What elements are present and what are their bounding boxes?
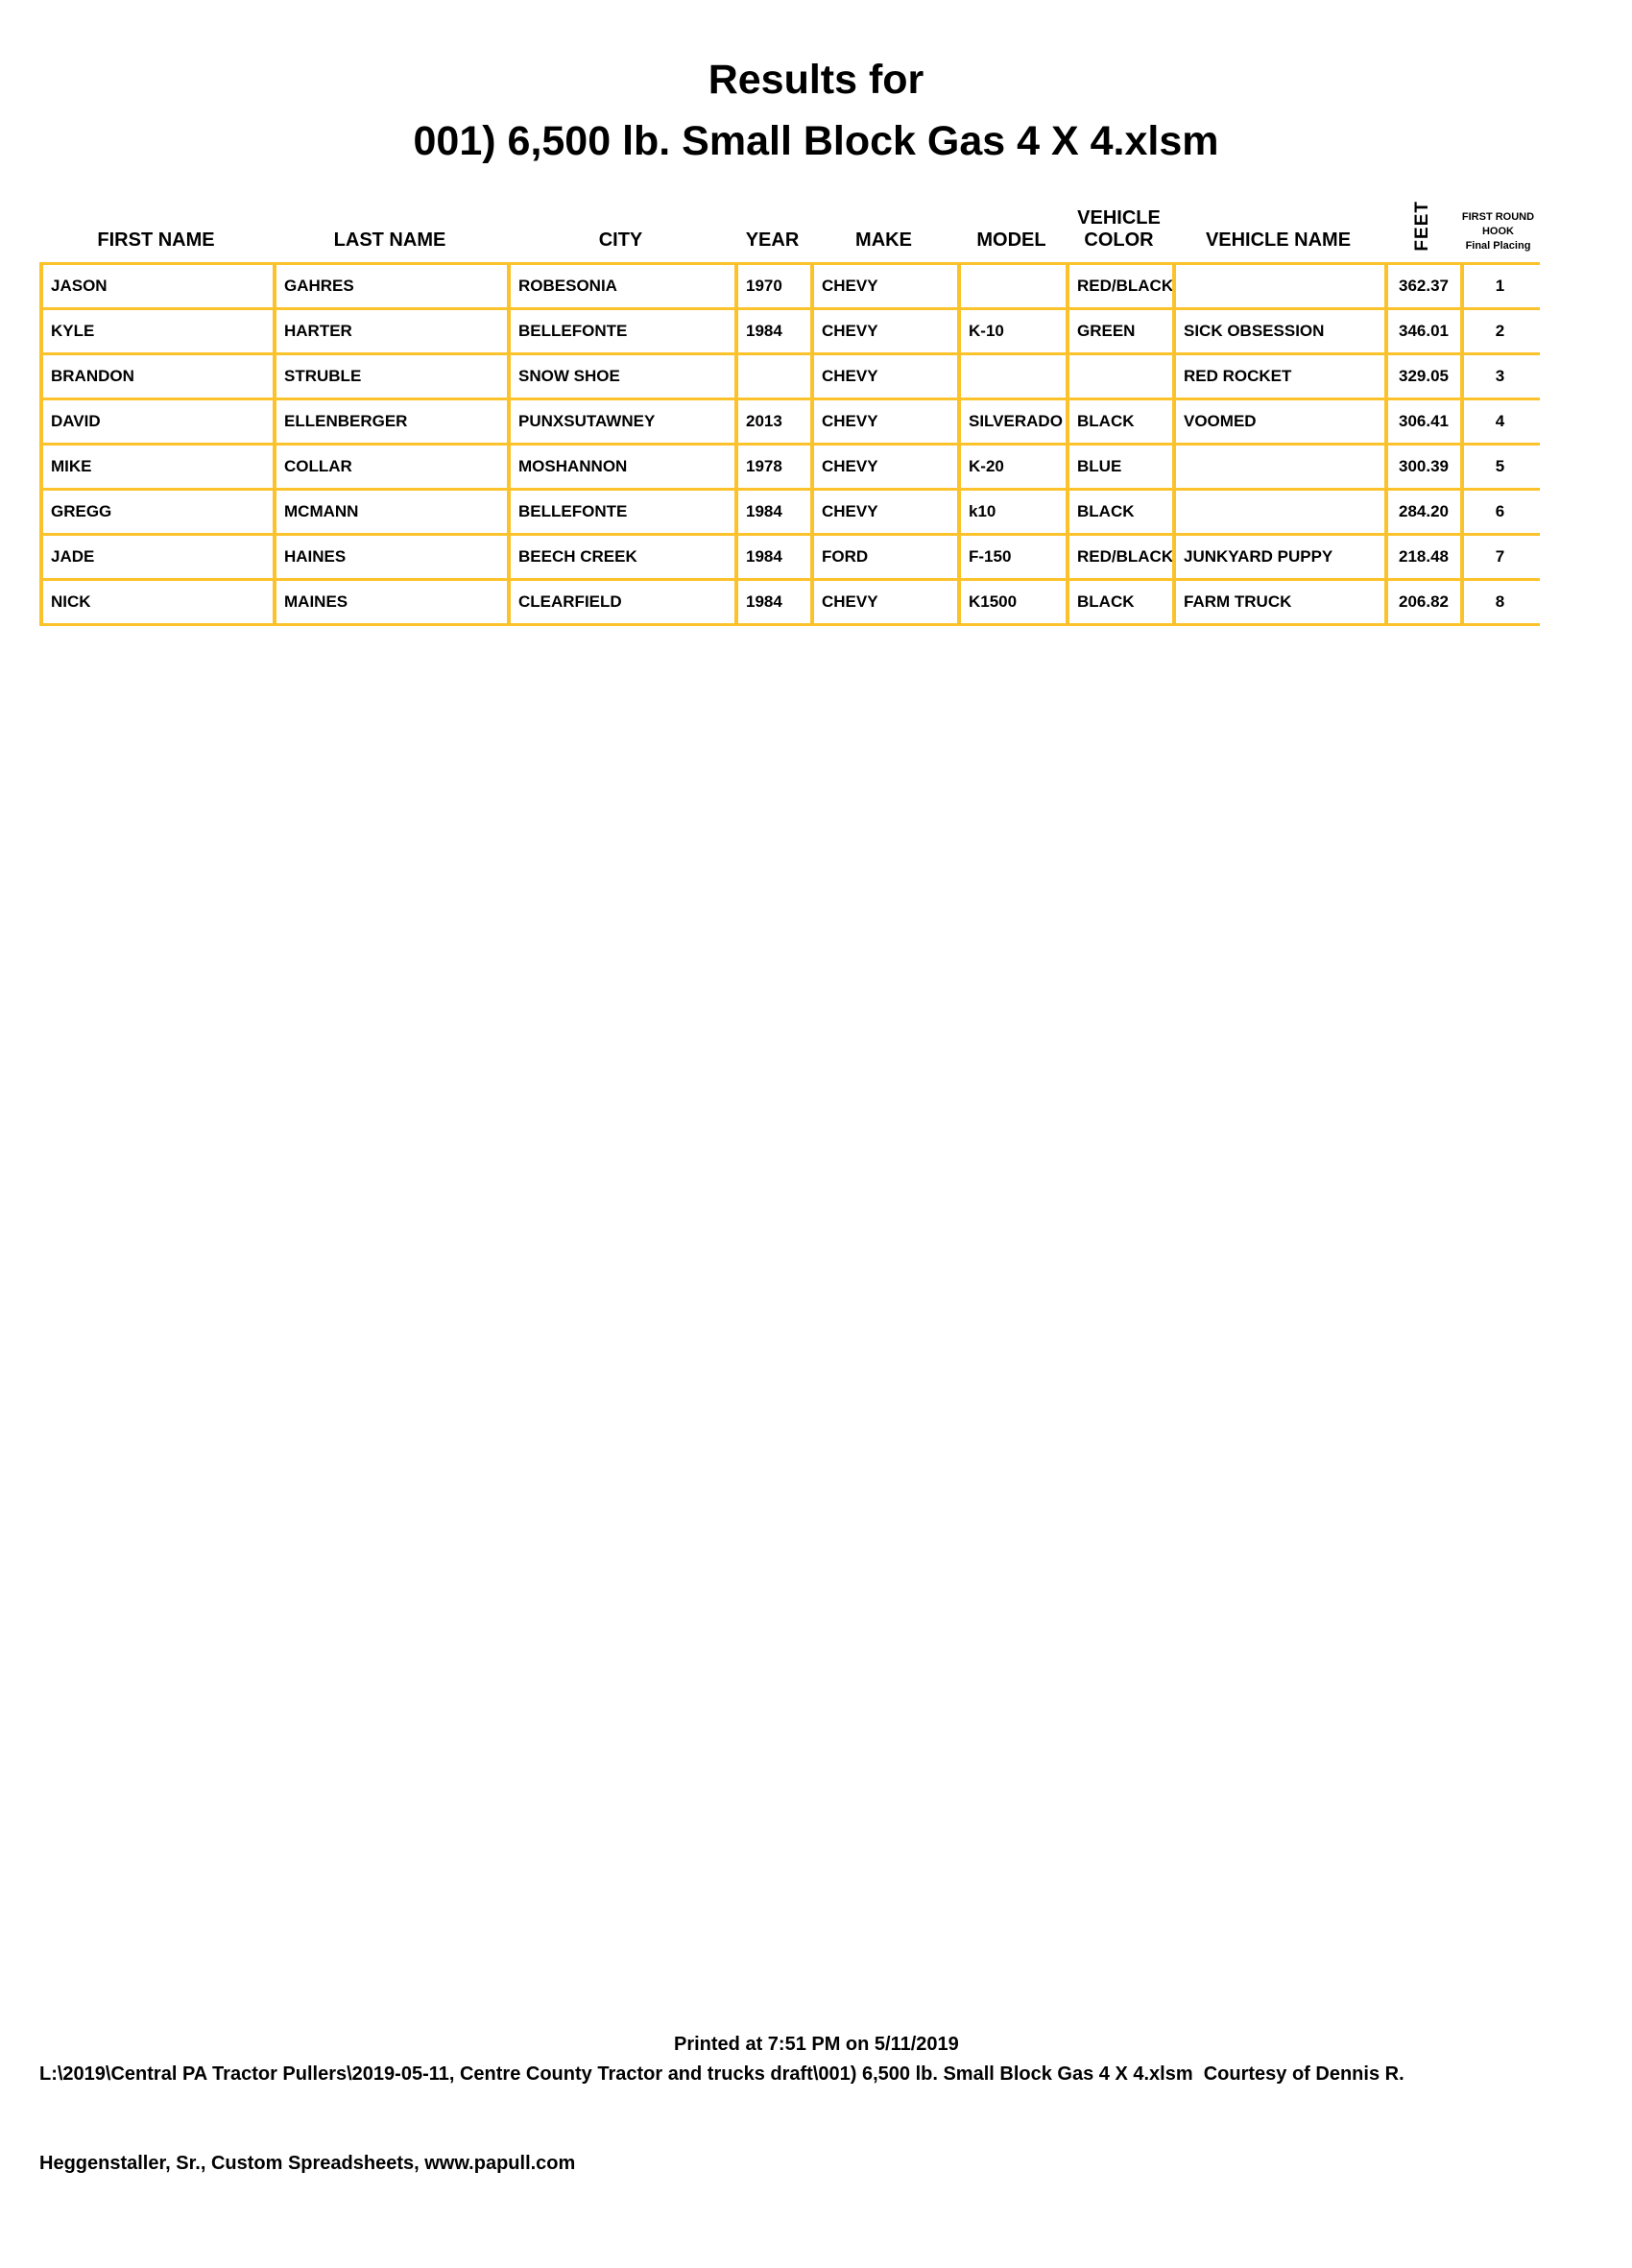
cell-year: 1970 bbox=[734, 265, 810, 307]
cell-last-name: GAHRES bbox=[273, 265, 507, 307]
table-row bbox=[39, 533, 1540, 578]
cell-feet: 300.39 bbox=[1384, 446, 1460, 488]
cell-first-name: BRANDON bbox=[39, 355, 273, 398]
cell-placing: 1 bbox=[1460, 265, 1536, 307]
footer-file-path: L:\2019\Central PA Tractor Pullers\2019-05-11, Centre County Tractor and trucks draft\001) 6,500 lb. Small Block Gas 4 X 4.xlsm Courtesy of Dennis R. bbox=[39, 2063, 1404, 2085]
cell-make: CHEVY bbox=[810, 491, 957, 533]
cell-vehicle-color: BLACK bbox=[1066, 491, 1172, 533]
cell-last-name: HARTER bbox=[273, 310, 507, 352]
cell-first-name: GREGG bbox=[39, 491, 273, 533]
cell-vehicle-color: RED/BLACK bbox=[1066, 265, 1172, 307]
cell-model bbox=[957, 265, 1066, 307]
column-header-year: YEAR bbox=[745, 229, 800, 251]
cell-model: k10 bbox=[957, 491, 1066, 533]
cell-year: 1978 bbox=[734, 446, 810, 488]
page-footer bbox=[39, 2000, 1404, 2268]
cell-first-name: DAVID bbox=[39, 400, 273, 443]
cell-year: 1984 bbox=[734, 491, 810, 533]
cell-feet: 284.20 bbox=[1384, 491, 1460, 533]
cell-placing: 6 bbox=[1460, 491, 1536, 533]
cell-placing: 7 bbox=[1460, 536, 1536, 578]
table-row bbox=[39, 352, 1540, 398]
column-header-vehicle-color: VEHICLE COLOR bbox=[1077, 207, 1161, 251]
cell-last-name: ELLENBERGER bbox=[273, 400, 507, 443]
cell-year bbox=[734, 355, 810, 398]
cell-placing: 5 bbox=[1460, 446, 1536, 488]
column-header-first-name: FIRST NAME bbox=[97, 229, 215, 251]
cell-feet: 362.37 bbox=[1384, 265, 1460, 307]
cell-model: K-10 bbox=[957, 310, 1066, 352]
cell-vehicle-name bbox=[1172, 265, 1384, 307]
table-row bbox=[39, 443, 1540, 488]
cell-model: SILVERADO bbox=[957, 400, 1066, 443]
cell-vehicle-name bbox=[1172, 491, 1384, 533]
cell-make: CHEVY bbox=[810, 265, 957, 307]
cell-placing: 8 bbox=[1460, 581, 1536, 623]
column-header-city: CITY bbox=[598, 229, 643, 251]
cell-last-name: COLLAR bbox=[273, 446, 507, 488]
cell-feet: 206.82 bbox=[1384, 581, 1460, 623]
cell-first-name: MIKE bbox=[39, 446, 273, 488]
footer-printed-timestamp: Printed at 7:51 PM on 5/11/2019 bbox=[674, 2034, 959, 2055]
cell-make: CHEVY bbox=[810, 446, 957, 488]
cell-make: FORD bbox=[810, 536, 957, 578]
footer-credit-line: Heggenstaller, Sr., Custom Spreadsheets, www.papull.com bbox=[39, 2153, 576, 2174]
table-row bbox=[39, 398, 1540, 443]
cell-vehicle-color: BLACK bbox=[1066, 400, 1172, 443]
cell-vehicle-name: FARM TRUCK bbox=[1172, 581, 1384, 623]
column-header-last-name: LAST NAME bbox=[333, 229, 446, 251]
column-header-make: MAKE bbox=[855, 229, 912, 251]
cell-vehicle-color: GREEN bbox=[1066, 310, 1172, 352]
cell-feet: 329.05 bbox=[1384, 355, 1460, 398]
cell-vehicle-name: RED ROCKET bbox=[1172, 355, 1384, 398]
cell-vehicle-name: JUNKYARD PUPPY bbox=[1172, 536, 1384, 578]
page-title: Results for bbox=[708, 57, 924, 103]
cell-feet: 218.48 bbox=[1384, 536, 1460, 578]
table-row bbox=[39, 307, 1540, 352]
cell-make: CHEVY bbox=[810, 355, 957, 398]
cell-first-name: JADE bbox=[39, 536, 273, 578]
cell-city: BELLEFONTE bbox=[507, 491, 734, 533]
cell-first-name: JASON bbox=[39, 265, 273, 307]
cell-placing: 3 bbox=[1460, 355, 1536, 398]
cell-placing: 4 bbox=[1460, 400, 1536, 443]
cell-feet: 306.41 bbox=[1384, 400, 1460, 443]
cell-placing: 2 bbox=[1460, 310, 1536, 352]
column-header-feet: FEET bbox=[1412, 201, 1432, 252]
cell-last-name: MAINES bbox=[273, 581, 507, 623]
cell-model bbox=[957, 355, 1066, 398]
cell-first-name: KYLE bbox=[39, 310, 273, 352]
cell-model: F-150 bbox=[957, 536, 1066, 578]
cell-city: CLEARFIELD bbox=[507, 581, 734, 623]
table-header-row bbox=[39, 173, 1536, 259]
cell-city: BEECH CREEK bbox=[507, 536, 734, 578]
cell-city: BELLEFONTE bbox=[507, 310, 734, 352]
cell-city: MOSHANNON bbox=[507, 446, 734, 488]
column-header-model: MODEL bbox=[976, 229, 1046, 251]
cell-last-name: MCMANN bbox=[273, 491, 507, 533]
table-row bbox=[39, 262, 1540, 307]
page-subtitle: 001) 6,500 lb. Small Block Gas 4 X 4.xlsm bbox=[413, 118, 1219, 164]
cell-year: 1984 bbox=[734, 310, 810, 352]
column-header-first-round-hook: FIRST ROUND HOOK Final Placing bbox=[1461, 211, 1535, 252]
cell-vehicle-name: SICK OBSESSION bbox=[1172, 310, 1384, 352]
cell-make: CHEVY bbox=[810, 581, 957, 623]
cell-year: 2013 bbox=[734, 400, 810, 443]
cell-vehicle-color bbox=[1066, 355, 1172, 398]
cell-city: SNOW SHOE bbox=[507, 355, 734, 398]
cell-vehicle-name bbox=[1172, 446, 1384, 488]
cell-city: ROBESONIA bbox=[507, 265, 734, 307]
cell-make: CHEVY bbox=[810, 400, 957, 443]
cell-first-name: NICK bbox=[39, 581, 273, 623]
cell-make: CHEVY bbox=[810, 310, 957, 352]
cell-model: K-20 bbox=[957, 446, 1066, 488]
cell-city: PUNXSUTAWNEY bbox=[507, 400, 734, 443]
cell-year: 1984 bbox=[734, 581, 810, 623]
cell-last-name: HAINES bbox=[273, 536, 507, 578]
cell-vehicle-color: BLUE bbox=[1066, 446, 1172, 488]
column-header-vehicle-name: VEHICLE NAME bbox=[1205, 229, 1352, 251]
cell-vehicle-color: RED/BLACK bbox=[1066, 536, 1172, 578]
cell-year: 1984 bbox=[734, 536, 810, 578]
cell-vehicle-color: BLACK bbox=[1066, 581, 1172, 623]
cell-vehicle-name: VOOMED bbox=[1172, 400, 1384, 443]
cell-model: K1500 bbox=[957, 581, 1066, 623]
table-row bbox=[39, 578, 1540, 623]
results-table bbox=[39, 262, 1540, 626]
cell-last-name: STRUBLE bbox=[273, 355, 507, 398]
cell-feet: 346.01 bbox=[1384, 310, 1460, 352]
table-row bbox=[39, 488, 1540, 533]
